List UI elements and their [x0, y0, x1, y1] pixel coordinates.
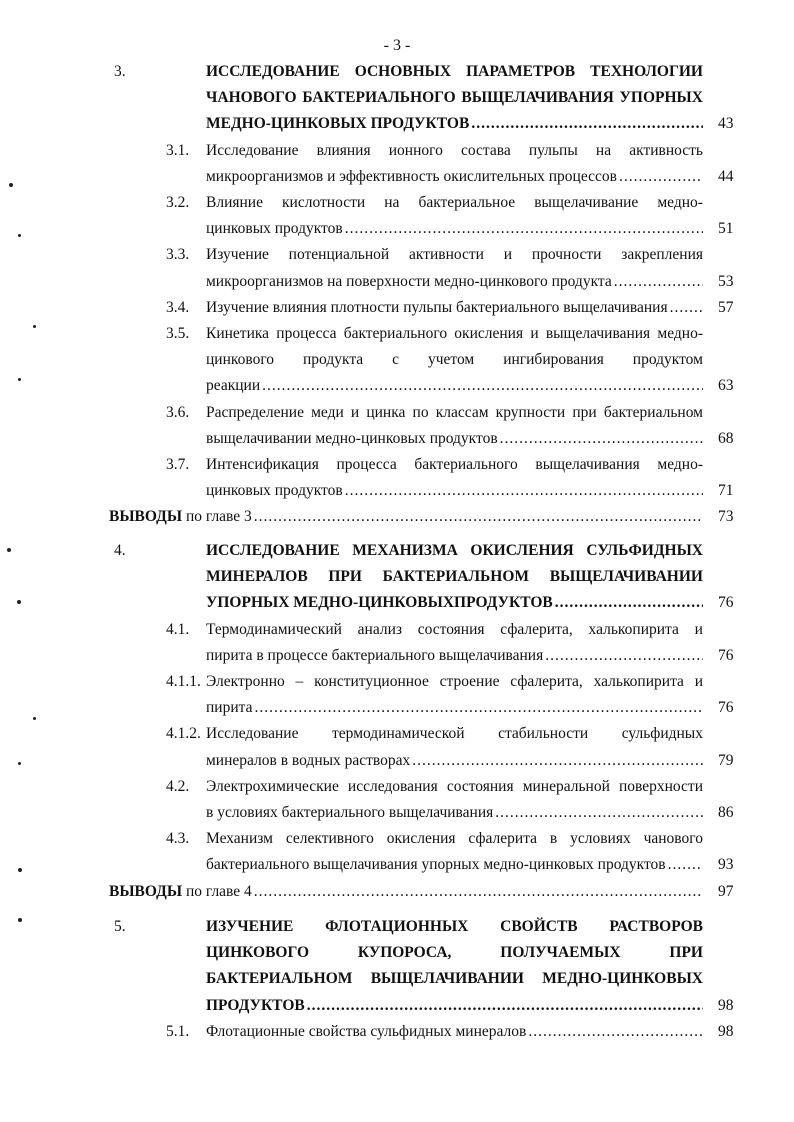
leader-dots [619, 164, 703, 189]
entry-number: 3. [114, 63, 126, 80]
page-ref: 53 [718, 272, 734, 290]
page-ref: 71 [718, 482, 734, 500]
entry-text-line [206, 800, 703, 825]
conclusions-label: ВЫВОДЫ [109, 508, 183, 526]
entry-text-line [206, 426, 703, 451]
entry-text-line [206, 269, 703, 294]
entry-number: 4.1. [166, 620, 190, 638]
leader-dots [254, 879, 703, 904]
scan-mark [18, 868, 22, 872]
entry-text-line: Электронно – конституционное строение сфалерита, халькопирита и [206, 673, 703, 690]
entry-title-text: Флотационные свойства сульфидных минералов [206, 1022, 527, 1040]
entry-title-text: выщелачивании медно-цинковых продуктов [206, 429, 498, 447]
leader-dots [345, 216, 703, 241]
entry-text-line: ИССЛЕДОВАНИЕ МЕХАНИЗМА ОКИСЛЕНИЯ СУЛЬФИДНЫХ [206, 542, 703, 559]
leader-dots [262, 373, 703, 398]
entry-title-text: в условиях бактериального выщелачивания [206, 803, 494, 821]
entry-title-text: минералов в водных растворах [206, 751, 411, 769]
leader-dots [668, 852, 703, 877]
entry-text-line: ИЗУЧЕНИЕ ФЛОТАЦИОННЫХ СВОЙСТВ РАСТВОРОВ [206, 918, 703, 935]
entry-number: 3.3. [166, 246, 190, 264]
entry-text-line: Влияние кислотности на бактериальное выщелачивание медно- [206, 194, 703, 211]
leader-dots [670, 295, 703, 320]
entry-text-line: Механизм селективного окисления сфалерита в условиях чанового [206, 830, 703, 848]
conclusions-chapter: по главе 3 [182, 508, 252, 526]
page-ref: 76 [718, 646, 734, 664]
page-ref: 51 [718, 220, 734, 238]
scan-mark [7, 548, 11, 552]
scan-mark [18, 378, 21, 381]
entry-text-line [206, 164, 703, 189]
leader-dots [412, 748, 703, 773]
page-ref: 76 [718, 699, 734, 717]
entry-text-line [206, 1019, 703, 1044]
entry-text-line [206, 111, 703, 136]
page-ref: 63 [718, 377, 734, 395]
entry-number: 4.1.2. [166, 725, 201, 743]
page-ref: 97 [718, 882, 734, 900]
entry-title-text: цинковых продуктов [206, 482, 343, 500]
scan-mark [18, 762, 21, 765]
entry-text-line [206, 295, 703, 320]
leader-dots [555, 590, 703, 615]
entry-title-text: УПОРНЫХ МЕДНО-ЦИНКОВЫХПРОДУКТОВ [206, 594, 553, 612]
entry-text-line: Интенсификация процесса бактериального выщелачивания медно- [206, 456, 703, 473]
page-ref: 76 [718, 594, 734, 612]
entry-text-line [206, 695, 703, 720]
entry-title-text: пирита в процессе бактериального выщелачивания [206, 646, 544, 664]
entry-text-line: Кинетика процесса бактериального окисления и выщелачивания медно- [206, 325, 703, 342]
entry-title-text: микроорганизмов и эффективность окислительных процессов [206, 167, 617, 185]
leader-dots [528, 1019, 703, 1044]
entry-title-text: Изучение влияния плотности пульпы бактериального выщелачивания [206, 298, 668, 316]
entry-text-line [206, 216, 703, 241]
leader-dots [254, 695, 703, 720]
entry-number: 4.1.1. [166, 673, 201, 690]
conclusions-chapter: по главе 4 [182, 882, 252, 900]
entry-number: 5. [114, 918, 126, 935]
entry-text-line: МИНЕРАЛОВ ПРИ БАКТЕРИАЛЬНОМ ВЫЩЕЛАЧИВАНИИ [206, 568, 703, 586]
conclusions-line [109, 504, 703, 529]
scan-mark [18, 918, 22, 922]
entry-title-text: микроорганизмов на поверхности медно-цинкового продукта [206, 272, 612, 290]
entry-number: 5.1. [166, 1022, 190, 1040]
page-ref: 93 [718, 856, 734, 874]
entry-text-line: цинкового продукта с учетом ингибирования продуктом [206, 351, 703, 369]
entry-text-line: ЧАНОВОГО БАКТЕРИАЛЬНОГО ВЫЩЕЛАЧИВАНИЯ УПОРНЫХ [206, 89, 703, 107]
entry-text-line: Электрохимические исследования состояния минеральной поверхности [206, 777, 703, 795]
scan-mark [33, 325, 36, 328]
leader-dots [254, 504, 703, 529]
page-number: - 3 - [383, 37, 411, 54]
entry-title-text: пирита [206, 699, 253, 717]
entry-text-line [206, 852, 703, 877]
entry-text-line [206, 590, 703, 615]
conclusions-line [109, 879, 703, 904]
page-ref: 73 [718, 508, 734, 526]
entry-text-line: Распределение меди и цинка по классам крупности при бактериальном [206, 403, 703, 421]
entry-number: 3.2. [166, 194, 190, 211]
page-ref: 57 [718, 298, 734, 316]
page-ref: 44 [718, 167, 734, 185]
entry-number: 4.3. [166, 830, 190, 848]
leader-dots [471, 111, 703, 136]
page-ref: 98 [718, 996, 734, 1014]
scan-mark [17, 600, 21, 604]
leader-dots [500, 426, 703, 451]
leader-dots [495, 800, 703, 825]
scan-mark [9, 183, 13, 187]
entry-text-line: Исследование влияния ионного состава пульпы на активность [206, 141, 703, 159]
page-ref: 79 [718, 751, 734, 769]
entry-title-text: МЕДНО-ЦИНКОВЫХ ПРОДУКТОВ [206, 115, 470, 133]
scan-mark [33, 717, 36, 720]
entry-text-line [206, 478, 703, 503]
entry-text-line [206, 373, 703, 398]
entry-text-line: ЦИНКОВОГО КУПОРОСА, ПОЛУЧАЕМЫХ ПРИ [206, 944, 703, 962]
leader-dots [345, 478, 703, 503]
entry-text-line [206, 993, 703, 1018]
entry-title-text: бактериального выщелачивания упорных медно-цинковых продуктов [206, 856, 666, 874]
entry-text-line: Изучение потенциальной активности и прочности закрепления [206, 246, 703, 264]
entry-number: 3.7. [166, 456, 190, 473]
entry-text-line [206, 748, 703, 773]
page-ref: 68 [718, 429, 734, 447]
entry-text-line: ИССЛЕДОВАНИЕ ОСНОВНЫХ ПАРАМЕТРОВ ТЕХНОЛОГИИ [206, 63, 703, 80]
conclusions-label: ВЫВОДЫ [109, 882, 183, 900]
entry-number: 3.6. [166, 403, 190, 421]
entry-title-text: реакции [206, 377, 261, 395]
scan-mark [18, 234, 21, 237]
entry-number: 4. [114, 542, 126, 559]
entry-text-line: Термодинамический анализ состояния сфалерита, халькопирита и [206, 620, 703, 638]
entry-number: 4.2. [166, 777, 190, 795]
entry-text-line [206, 643, 703, 668]
entry-number: 3.1. [166, 141, 190, 159]
entry-title-text: цинковых продуктов [206, 220, 343, 238]
entry-number: 3.4. [166, 298, 190, 316]
entry-text-line: Исследование термодинамической стабильности сульфидных [206, 725, 703, 743]
entry-text-line: БАКТЕРИАЛЬНОМ ВЫЩЕЛАЧИВАНИИ МЕДНО-ЦИНКОВЫХ [206, 970, 703, 988]
leader-dots [307, 993, 703, 1018]
page-ref: 98 [718, 1022, 734, 1040]
entry-title-text: ПРОДУКТОВ [206, 996, 305, 1014]
entry-number: 3.5. [166, 325, 190, 342]
leader-dots [545, 643, 703, 668]
page-ref: 86 [718, 803, 734, 821]
leader-dots [614, 269, 703, 294]
page-ref: 43 [718, 115, 734, 133]
